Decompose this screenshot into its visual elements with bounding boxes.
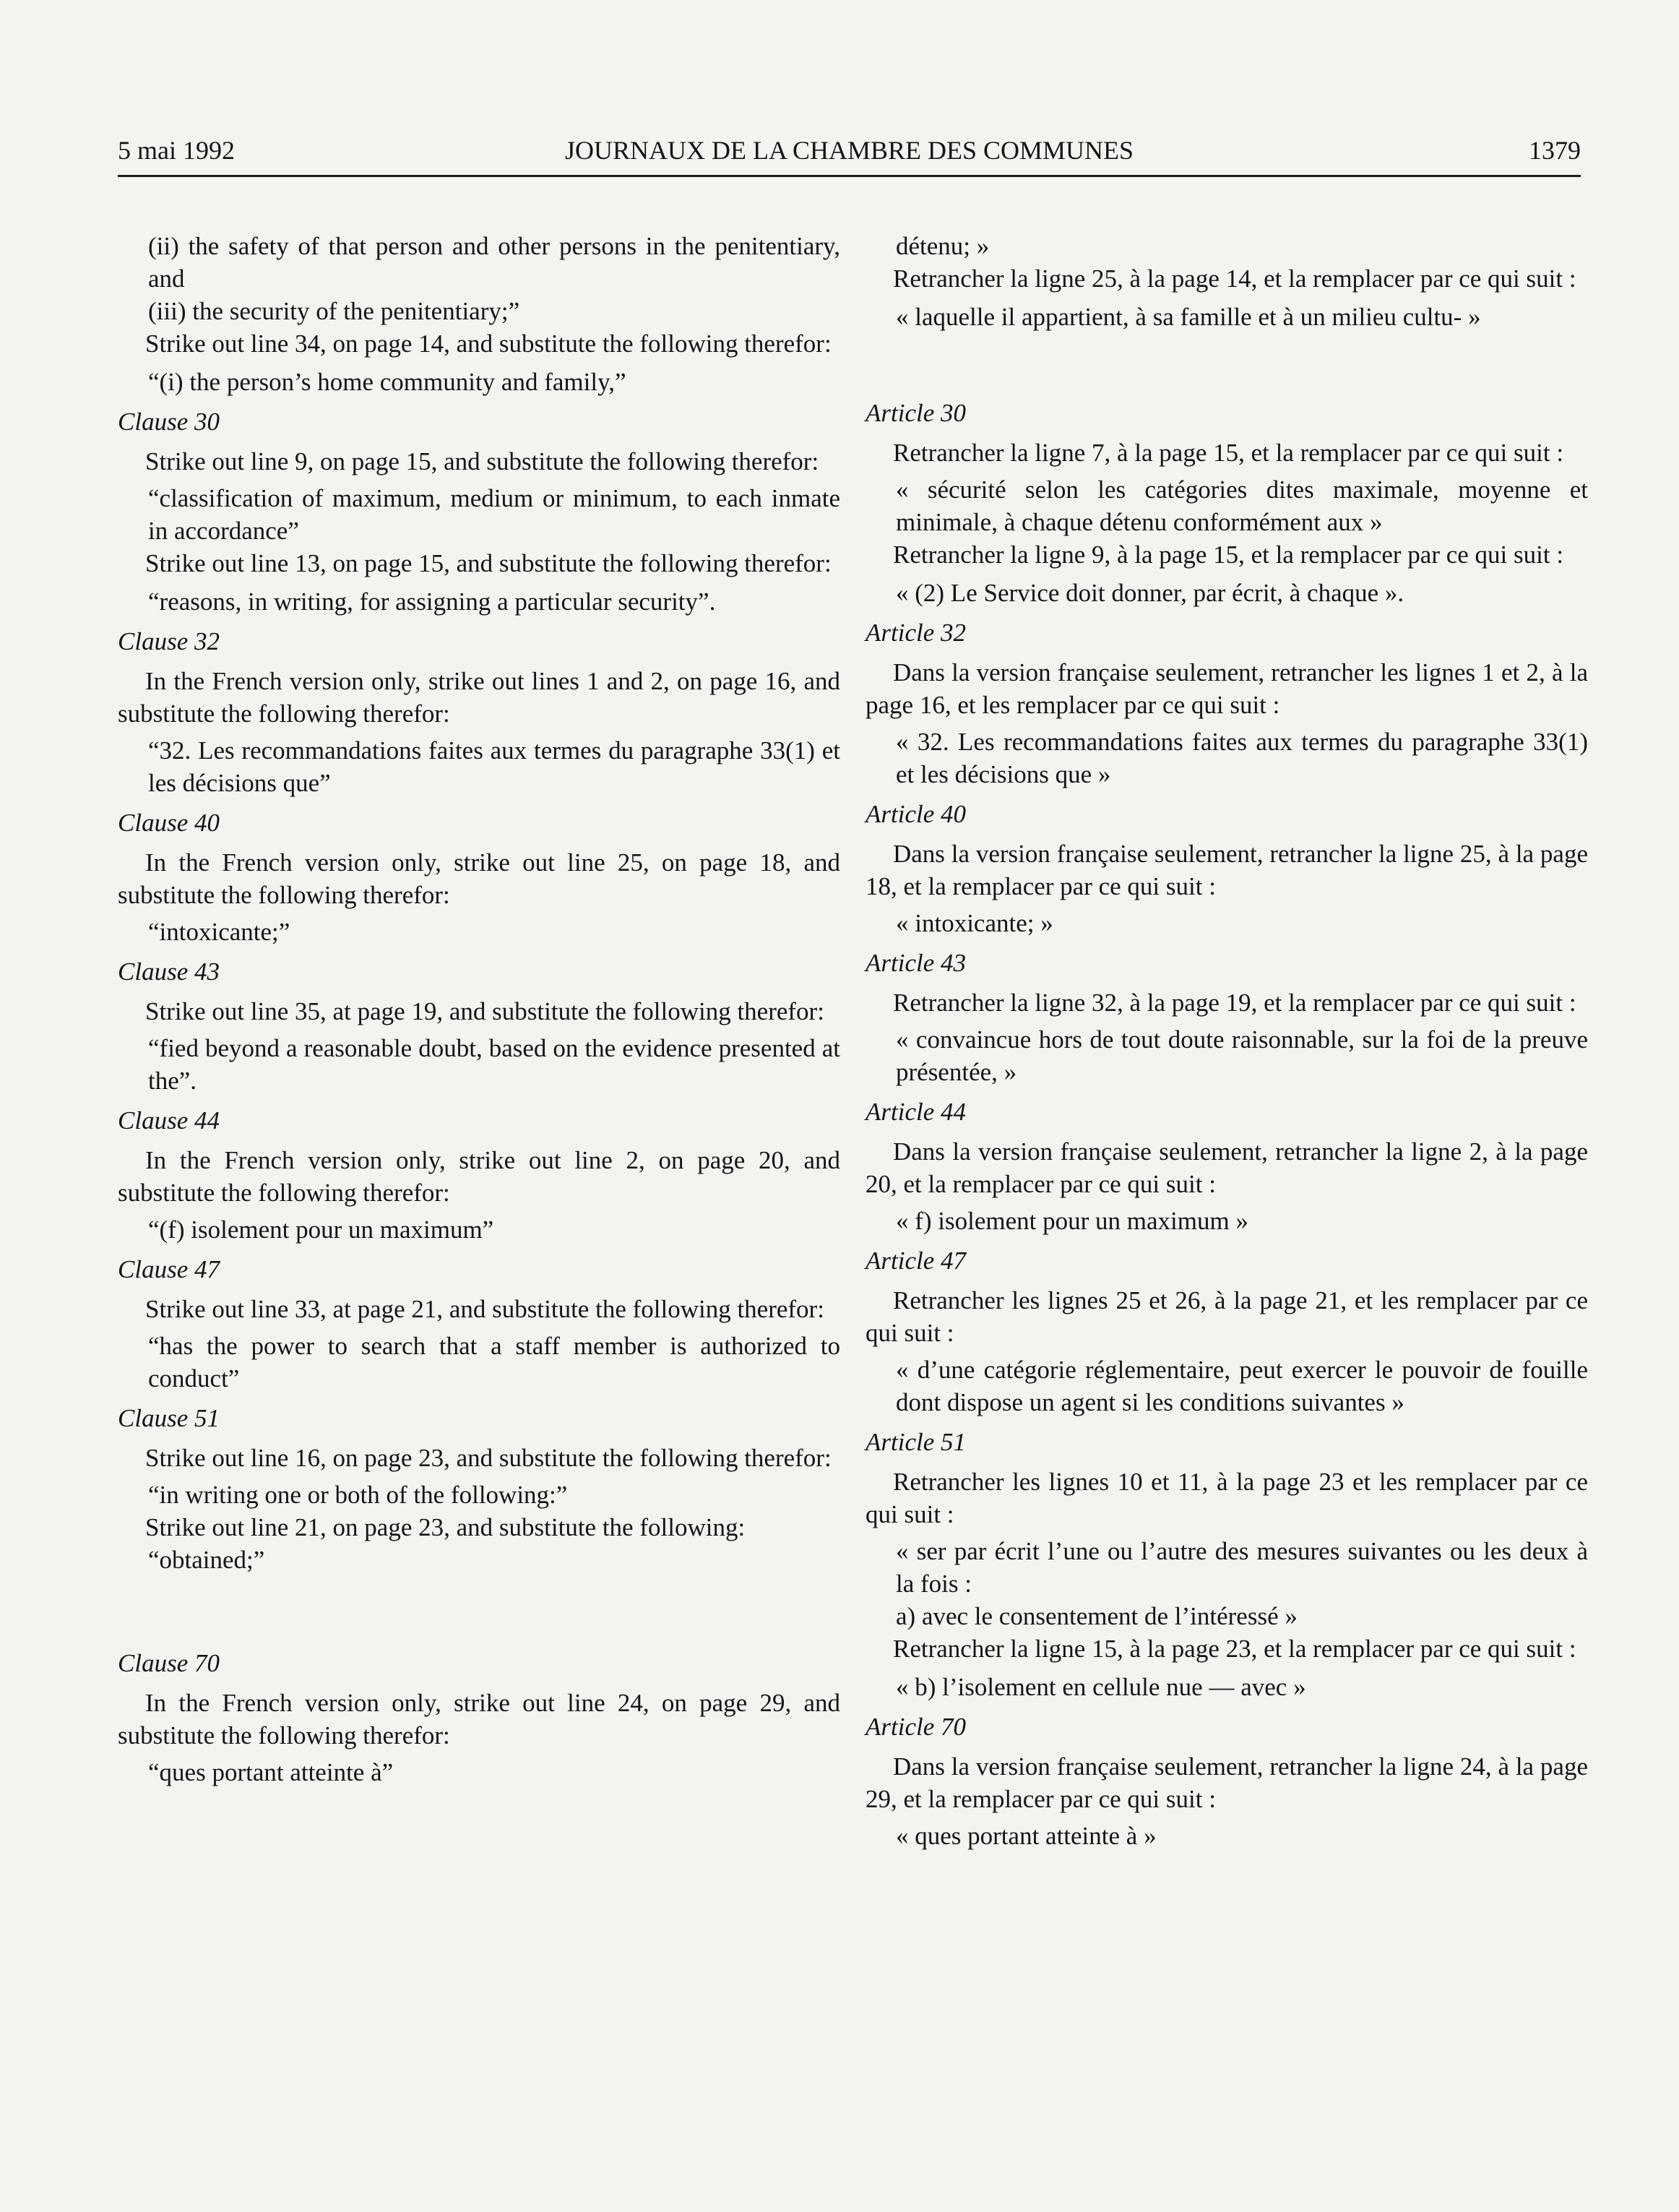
paragraph: In the French version only, strike out lines 1 and 2, on page 16, and substitute the following therefor: bbox=[118, 667, 840, 728]
article-heading: Article 51 bbox=[866, 1428, 966, 1456]
paragraph: « laquelle il appartient, à sa famille et à un milieu cultu- » bbox=[896, 303, 1481, 331]
paragraph: « d’une catégorie réglementaire, peut exercer le pouvoir de fouille dont dispose un agent si les conditions suivantes » bbox=[896, 1356, 1588, 1416]
paragraph: Dans la version française seulement, retrancher les lignes 1 et 2, à la page 16, et les remplacer par ce qui suit : bbox=[866, 658, 1588, 719]
clause-heading: Clause 40 bbox=[118, 809, 220, 837]
paragraph: Dans la version française seulement, retrancher la ligne 2, à la page 20, et la remplacer par ce qui suit : bbox=[866, 1137, 1588, 1198]
clause-heading: Clause 32 bbox=[118, 627, 220, 655]
paragraph: « intoxicante; » bbox=[896, 909, 1053, 937]
paragraph: « f) isolement pour un maximum » bbox=[896, 1207, 1248, 1235]
paragraph: “intoxicante;” bbox=[148, 918, 290, 946]
paragraph: “ques portant atteinte à” bbox=[148, 1758, 394, 1786]
running-header bbox=[118, 134, 1581, 177]
paragraph: Dans la version française seulement, retrancher la ligne 25, à la page 18, et la remplacer par ce qui suit : bbox=[866, 840, 1588, 900]
paragraph: Strike out line 35, at page 19, and substitute the following therefor: bbox=[145, 997, 824, 1025]
paragraph: Strike out line 34, on page 14, and substitute the following therefor: bbox=[145, 330, 832, 358]
paragraph: “32. Les recommandations faites aux termes du paragraphe 33(1) et les décisions que” bbox=[148, 736, 840, 797]
article-heading: Article 32 bbox=[866, 619, 966, 647]
paragraph: (ii) the safety of that person and other persons in the penitentiary, and bbox=[148, 232, 840, 293]
paragraph: Retrancher la ligne 15, à la page 23, et la remplacer par ce qui suit : bbox=[893, 1635, 1576, 1663]
paragraph: Retrancher les lignes 25 et 26, à la page 21, et les remplacer par ce qui suit : bbox=[866, 1286, 1588, 1347]
paragraph: a) avec le consentement de l’intéressé » bbox=[896, 1602, 1298, 1630]
paragraph: “(f) isolement pour un maximum” bbox=[148, 1215, 494, 1244]
paragraph: « 32. Les recommandations faites aux termes du paragraphe 33(1) et les décisions que » bbox=[896, 728, 1588, 788]
clause-heading: Clause 51 bbox=[118, 1404, 220, 1432]
paragraph: « ques portant atteinte à » bbox=[896, 1822, 1157, 1850]
paragraph: “classification of maximum, medium or minimum, to each inmate in accordance” bbox=[148, 484, 840, 545]
paragraph: Retrancher la ligne 25, à la page 14, et la remplacer par ce qui suit : bbox=[893, 264, 1576, 293]
paragraph: « b) l’isolement en cellule nue — avec » bbox=[896, 1673, 1306, 1701]
article-heading: Article 43 bbox=[866, 949, 966, 977]
paragraph: In the French version only, strike out line 2, on page 20, and substitute the following therefor: bbox=[118, 1146, 840, 1207]
clause-heading: Clause 47 bbox=[118, 1255, 220, 1283]
paragraph: Strike out line 33, at page 21, and substitute the following therefor: bbox=[145, 1295, 824, 1323]
paragraph: “reasons, in writing, for assigning a particular security”. bbox=[148, 588, 716, 616]
article-heading: Article 47 bbox=[866, 1247, 966, 1275]
paragraph: (iii) the security of the penitentiary;” bbox=[148, 297, 520, 325]
spacer bbox=[118, 1576, 840, 1640]
spacer bbox=[866, 333, 1588, 390]
paragraph: « sécurité selon les catégories dites maximale, moyenne et minimale, à chaque détenu conformément aux » bbox=[896, 475, 1588, 536]
paragraph: Strike out line 21, on page 23, and substitute the following: bbox=[145, 1513, 746, 1541]
article-heading: Article 30 bbox=[866, 399, 966, 427]
english-column bbox=[118, 230, 840, 1789]
paragraph: In the French version only, strike out line 24, on page 29, and substitute the following therefor: bbox=[118, 1689, 840, 1750]
paragraph: Strike out line 13, on page 15, and substitute the following therefor: bbox=[145, 549, 832, 577]
page-number: 1379 bbox=[1529, 136, 1581, 165]
paragraph: « convaincue hors de tout doute raisonnable, sur la foi de la preuve présentée, » bbox=[896, 1025, 1588, 1086]
article-heading: Article 44 bbox=[866, 1098, 966, 1126]
paragraph: Dans la version française seulement, retrancher la ligne 24, à la page 29, et la remplacer par ce qui suit : bbox=[866, 1752, 1588, 1813]
paragraph: “has the power to search that a staff member is authorized to conduct” bbox=[148, 1332, 840, 1393]
paragraph: In the French version only, strike out line 25, on page 18, and substitute the following therefor: bbox=[118, 848, 840, 909]
clause-heading: Clause 30 bbox=[118, 408, 220, 436]
paragraph: Retrancher la ligne 9, à la page 15, et la remplacer par ce qui suit : bbox=[893, 541, 1564, 569]
paragraph: “in writing one or both of the following:” bbox=[148, 1481, 568, 1509]
header-title: JOURNAUX DE LA CHAMBRE DES COMMUNES bbox=[564, 136, 1134, 165]
article-heading: Article 40 bbox=[866, 800, 966, 828]
paragraph: Strike out line 9, on page 15, and substitute the following therefor: bbox=[145, 447, 819, 475]
paragraph: Retrancher la ligne 7, à la page 15, et la remplacer par ce qui suit : bbox=[893, 439, 1564, 467]
paragraph: détenu; » bbox=[896, 232, 990, 260]
paragraph: “obtained;” bbox=[148, 1546, 265, 1574]
article-heading: Article 70 bbox=[866, 1713, 966, 1741]
paragraph: « ser par écrit l’une ou l’autre des mesures suivantes ou les deux à la fois : bbox=[896, 1537, 1588, 1598]
paragraph: “(i) the person’s home community and family,” bbox=[148, 368, 626, 396]
clause-heading: Clause 44 bbox=[118, 1106, 220, 1135]
clause-heading: Clause 70 bbox=[118, 1649, 220, 1677]
paragraph: Strike out line 16, on page 23, and substitute the following therefor: bbox=[145, 1444, 832, 1472]
paragraph: Retrancher les lignes 10 et 11, à la page 23 et les remplacer par ce qui suit : bbox=[866, 1468, 1588, 1528]
paragraph: « (2) Le Service doit donner, par écrit, à chaque ». bbox=[896, 579, 1404, 607]
french-column bbox=[866, 230, 1588, 1852]
paragraph: Retrancher la ligne 32, à la page 19, et la remplacer par ce qui suit : bbox=[893, 989, 1576, 1017]
paragraph: “fied beyond a reasonable doubt, based on the evidence presented at the”. bbox=[148, 1034, 840, 1095]
header-date: 5 mai 1992 bbox=[118, 136, 235, 165]
clause-heading: Clause 43 bbox=[118, 957, 220, 986]
